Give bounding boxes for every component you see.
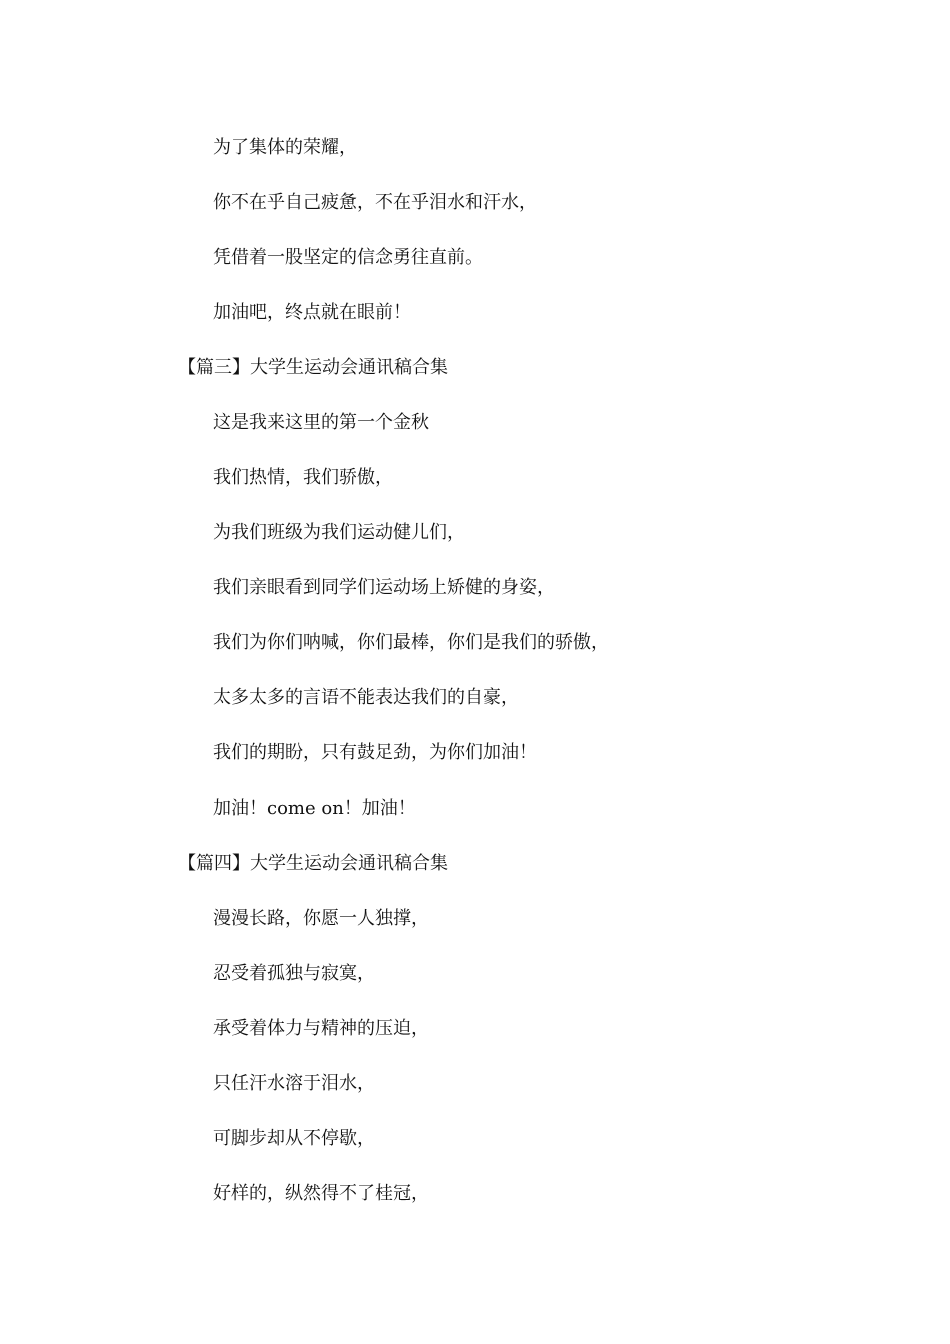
- poem-line: 我们亲眼看到同学们运动场上矫健的身姿，: [213, 577, 555, 598]
- poem-line: 只任汗水溶于泪水，: [213, 1073, 375, 1094]
- poem-line: 加油！come on！加油！: [213, 798, 416, 819]
- poem-line: 太多太多的言语不能表达我们的自豪，: [213, 687, 519, 708]
- poem-line: 这是我来这里的第一个金秋: [213, 412, 429, 433]
- poem-line: 为我们班级为我们运动健儿们，: [213, 522, 465, 543]
- poem-line: 我们为你们呐喊，你们最棒，你们是我们的骄傲，: [213, 632, 609, 653]
- poem-line: 凭借着一股坚定的信念勇往直前。: [213, 247, 483, 268]
- poem-line: 可脚步却从不停歇，: [213, 1128, 375, 1149]
- poem-line: 你不在乎自己疲惫，不在乎泪水和汗水，: [213, 192, 537, 213]
- poem-line: 为了集体的荣耀，: [213, 137, 357, 158]
- poem-line: 好样的，纵然得不了桂冠，: [213, 1183, 429, 1204]
- poem-line: 承受着体力与精神的压迫，: [213, 1018, 429, 1039]
- poem-line: 漫漫长路，你愿一人独撑，: [213, 908, 429, 929]
- poem-line: 我们的期盼，只有鼓足劲，为你们加油！: [213, 742, 537, 763]
- poem-line: 加油吧，终点就在眼前！: [213, 302, 411, 323]
- poem-line: 我们热情，我们骄傲，: [213, 467, 393, 488]
- section-heading-4: 【篇四】大学生运动会通讯稿合集: [178, 853, 448, 874]
- section-heading-3: 【篇三】大学生运动会通讯稿合集: [178, 357, 448, 378]
- poem-line: 忍受着孤独与寂寞，: [213, 963, 375, 984]
